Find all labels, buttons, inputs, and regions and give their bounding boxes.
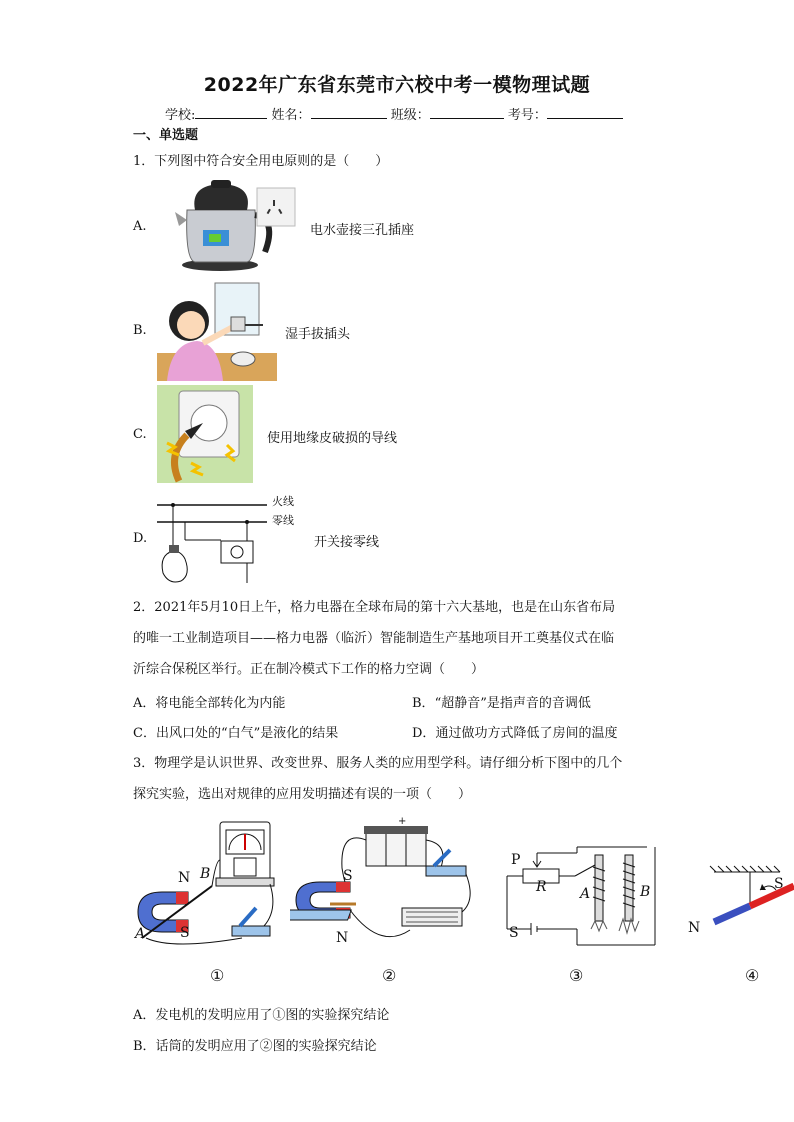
q2-option-d-letter: D． bbox=[412, 726, 436, 741]
damaged-wire-figure bbox=[157, 385, 253, 483]
q1-option-c-text: 使用地缘皮破损的导线 bbox=[267, 431, 398, 446]
q3-figure-2-motor bbox=[290, 820, 480, 950]
q3-option-b-letter: B． bbox=[133, 1039, 156, 1054]
q1-option-d-letter[interactable]: D. bbox=[133, 531, 148, 546]
q2-stem-line-1: 2．2021年5月10日上午，格力电器在全球布局的第十六大基地，也是在山东省布局 bbox=[133, 600, 616, 615]
q2-option-d-text: 通过做功方式降低了房间的温度 bbox=[435, 726, 618, 741]
q2-option-a-text: 将电能全部转化为内能 bbox=[155, 696, 286, 711]
figure-number-3: ③ bbox=[569, 966, 584, 985]
student-info-line bbox=[165, 104, 623, 123]
name-blank[interactable] bbox=[311, 106, 387, 119]
fig2-label-plus: + bbox=[398, 816, 407, 827]
q3-option-a-text: 发电机的发明应用了①图的实验探究结论 bbox=[155, 1008, 390, 1023]
fig3-label-r: R bbox=[536, 879, 547, 895]
fig3-label-p: P bbox=[511, 852, 521, 868]
q2-option-c-letter: C． bbox=[133, 726, 156, 741]
q3-option-a[interactable] bbox=[133, 1004, 389, 1023]
fig1-label-n: N bbox=[178, 870, 191, 886]
fig3-label-a: A bbox=[580, 886, 591, 902]
q3-stem-line-1: 3．物理学是认识世界、改变世界、服务人类的应用型学科。请仔细分析下图中的几个 bbox=[133, 756, 623, 771]
live-wire-label: 火线 bbox=[272, 495, 294, 508]
section-heading: 一、单选题 bbox=[133, 128, 199, 143]
q3-figure-4-compass-needle bbox=[700, 862, 794, 942]
q3-option-b[interactable] bbox=[133, 1035, 377, 1054]
fig1-label-b: B bbox=[200, 866, 211, 882]
neutral-wire-label: 零线 bbox=[272, 514, 294, 527]
fig3-label-b: B bbox=[640, 884, 651, 900]
q3-option-b-text: 话筒的发明应用了②图的实验探究结论 bbox=[155, 1039, 377, 1054]
name-label: 姓名： bbox=[271, 108, 311, 123]
q1-option-d-text: 开关接零线 bbox=[314, 535, 380, 550]
fig2-label-s: S bbox=[343, 868, 353, 884]
fig1-label-a: A bbox=[135, 926, 146, 942]
fig2-label-n: N bbox=[336, 930, 349, 946]
q2-option-b-letter: B． bbox=[412, 696, 435, 711]
q1-option-b-letter[interactable]: B. bbox=[133, 323, 147, 338]
class-label: 班级： bbox=[390, 108, 430, 123]
q1-option-a-text: 电水壶接三孔插座 bbox=[310, 223, 415, 238]
school-blank[interactable] bbox=[195, 106, 267, 119]
school-label: 学校: bbox=[165, 108, 196, 123]
wet-hands-plug-figure bbox=[157, 281, 277, 381]
class-blank[interactable] bbox=[430, 106, 504, 119]
figure-number-4: ④ bbox=[745, 966, 760, 985]
q1-stem: 1．下列图中符合安全用电原则的是（ ） bbox=[133, 154, 389, 169]
page-title: 2022年广东省东莞市六校中考一模物理试题 bbox=[203, 74, 591, 96]
fig4-label-n: N bbox=[688, 920, 701, 936]
exam-no-label: 考号： bbox=[507, 108, 547, 123]
figure-number-2: ② bbox=[382, 966, 397, 985]
q3-option-a-letter: A． bbox=[133, 1008, 156, 1023]
q2-option-c[interactable] bbox=[133, 722, 338, 741]
q2-option-c-text: 出风口处的“白气”是液化的结果 bbox=[155, 726, 339, 741]
q2-option-d[interactable] bbox=[412, 722, 617, 741]
q2-option-b[interactable] bbox=[412, 692, 591, 711]
fig4-label-s: S bbox=[774, 876, 784, 892]
q1-option-a-letter[interactable]: A. bbox=[133, 219, 147, 234]
kettle-socket-figure bbox=[175, 180, 300, 275]
q3-stem-line-2: 探究实验，选出对规律的应用发明描述有误的一项（ ） bbox=[133, 787, 472, 802]
q2-option-b-text: “超静音”是指声音的音调低 bbox=[434, 696, 591, 711]
q3-figure-1-induction bbox=[132, 820, 282, 950]
exam-no-blank[interactable] bbox=[547, 106, 623, 119]
q2-option-a[interactable] bbox=[133, 692, 285, 711]
q2-stem-line-2: 的唯一工业制造项目——格力电器（临沂）智能制造生产基地项目开工奠基仪式在临 bbox=[133, 631, 615, 646]
q2-stem-line-3: 沂综合保税区举行。正在制冷模式下工作的格力空调（ ） bbox=[133, 662, 485, 677]
q2-option-a-letter: A． bbox=[133, 696, 156, 711]
figure-number-1: ① bbox=[210, 966, 225, 985]
fig3-label-s: S bbox=[509, 925, 519, 941]
q1-option-b-text: 湿手拔插头 bbox=[285, 327, 351, 342]
fig1-label-s: S bbox=[180, 925, 190, 941]
q1-option-c-letter[interactable]: C. bbox=[133, 427, 147, 442]
